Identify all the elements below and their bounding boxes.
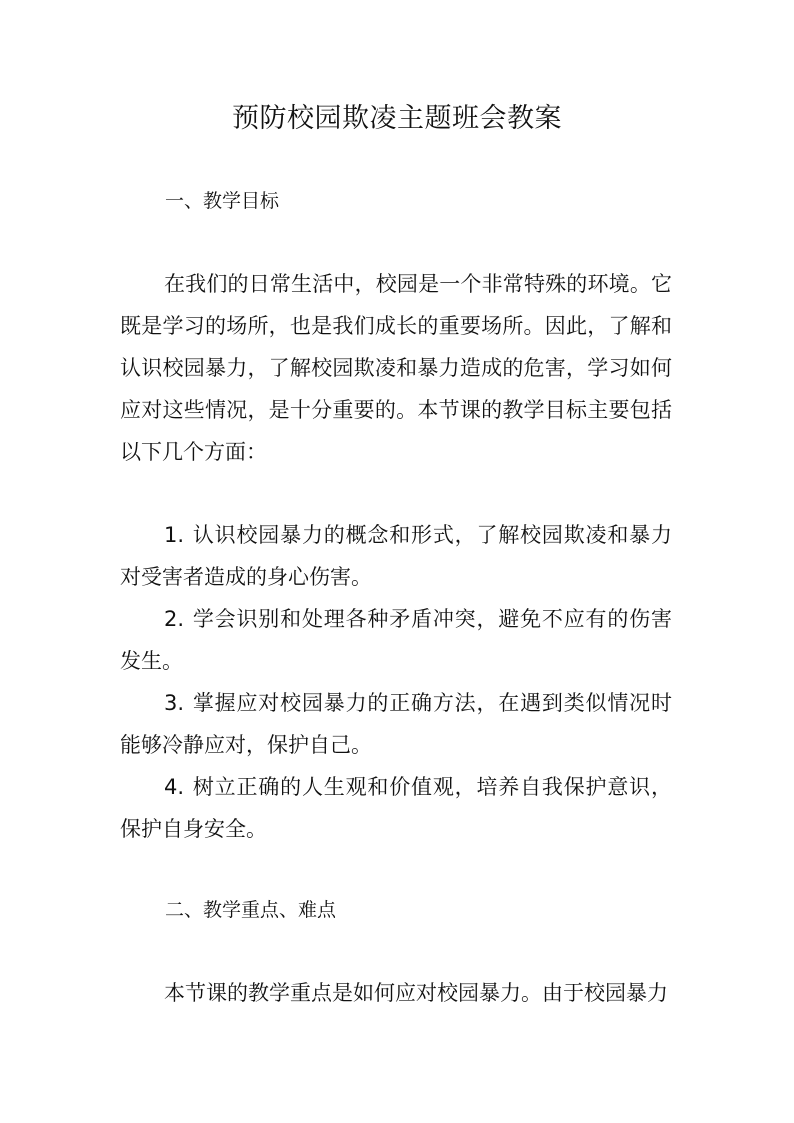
list-item-number: 1. bbox=[164, 523, 185, 547]
objectives-intro-paragraph: 在我们的日常生活中，校园是一个非常特殊的环境。它既是学习的场所，也是我们成长的重要场所。因此，了解和认识校园暴力，了解校园欺凌和暴力造成的危害，学习如何应对这些情况，是十分重要的。本节课的教学目标主要包括以下几个方面： bbox=[120, 272, 672, 464]
list-item-text: 学会识别和处理各种矛盾冲突，避免不应有的伤害发生。 bbox=[120, 607, 672, 673]
section-heading-key-points: 二、教学重点、难点 bbox=[165, 899, 337, 921]
objectives-list bbox=[120, 514, 672, 850]
list-item-number: 2. bbox=[164, 607, 185, 631]
list-item bbox=[120, 682, 672, 766]
key-points-intro-paragraph: 本节课的教学重点是如何应对校园暴力。由于校园暴力 bbox=[164, 981, 668, 1005]
list-item-number: 4. bbox=[164, 775, 185, 799]
list-item bbox=[120, 766, 672, 850]
list-item bbox=[120, 598, 672, 682]
list-item bbox=[120, 514, 672, 598]
list-item-text: 树立正确的人生观和价值观，培养自我保护意识，保护自身安全。 bbox=[120, 775, 672, 841]
list-item-text: 认识校园暴力的概念和形式，了解校园欺凌和暴力对受害者造成的身心伤害。 bbox=[120, 523, 672, 589]
document-title: 预防校园欺凌主题班会教案 bbox=[232, 103, 562, 134]
list-item-text: 掌握应对校园暴力的正确方法，在遇到类似情况时能够冷静应对，保护自己。 bbox=[120, 691, 672, 757]
section-heading-objectives: 一、教学目标 bbox=[165, 190, 280, 212]
list-item-number: 3. bbox=[164, 691, 185, 715]
